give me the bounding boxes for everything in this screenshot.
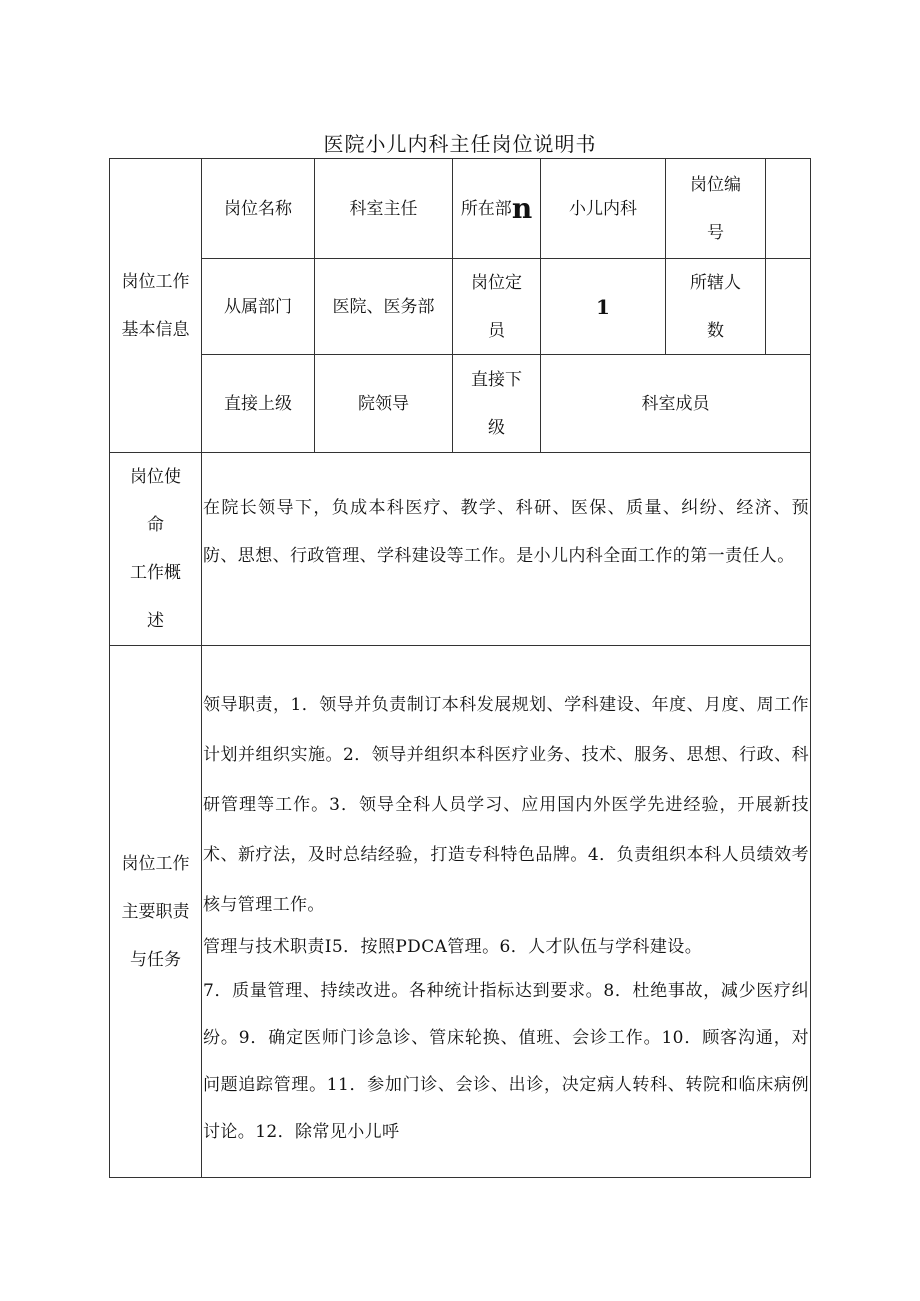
dept-value: 小儿内科 [569,198,637,219]
duties-paragraph-1: 领导职责，1．领导并负责制订本科发展规划、学科建设、年度、月度、周工作计划并组织实施。2．领导并组织本科医疗业务、技术、服务、思想、行政、科研管理等工作。3．领导全科人员学习、应用国内外医学先进经验，开展新技术、新疗法，及时总结经验，打造专科特色品牌。4．负责组织本科人员绩效考核与管理工作。 [203,695,809,915]
duties-paragraph-3: 7．质量管理、持续改进。各种统计指标达到要求。8．杜绝事故，减少医疗纠纷。9．确定医师门诊急诊、管床轮换、值班、会诊工作。10．顾客沟通，对问题追踪管理。11．参加门诊、会诊、出诊，决定病人转科、转院和临床病例讨论。12．除常见小儿呼 [203,981,809,1142]
staff-count-label: 所辖人 数 [690,272,741,341]
subordinate-label: 直接下 级 [471,369,522,438]
post-name-value: 科室主任 [349,198,418,219]
parent-dept-value: 医院、医务部 [332,296,435,317]
section-divider [109,452,811,453]
table-border-bottom [109,1177,811,1178]
document-title: 医院小儿内科主任岗位说明书 [323,132,597,156]
dept-label-text: 所在部 [460,198,512,219]
table-border-right [810,158,811,1178]
quota-label: 岗位定 员 [471,272,522,341]
post-no-label: 岗位编 号 [690,174,741,243]
dept-label [453,159,540,258]
mission-label: 岗位使 命 工作概 述 [130,467,181,631]
post-no-value [766,159,810,258]
section-divider [109,645,811,646]
subordinate-value: 科室成员 [641,393,710,414]
post-name-label: 岗位名称 [224,198,292,219]
mission-text: 在院长领导下，负成本科医疗、教学、科研、医保、质量、纠纷、经济、预防、思想、行政管理、学科建设等工作。是小儿内科全面工作的第一责任人。 [203,498,809,566]
quota-value: 1 [596,294,610,319]
basic-info-section-label: 岗位工作 基本信息 [121,271,190,340]
superior-label: 直接上级 [224,393,292,414]
duties-label: 岗位工作 主要职责 与任务 [121,853,190,970]
superior-value: 院领导 [358,393,409,414]
parent-dept-label: 从属部门 [224,296,292,317]
dept-label-tail: n [511,191,533,225]
duties-paragraph-2: 管理与技术职责I5．按照PDCA管理。6．人才队伍与学科建设。 [203,937,703,957]
staff-count-value [766,259,810,354]
